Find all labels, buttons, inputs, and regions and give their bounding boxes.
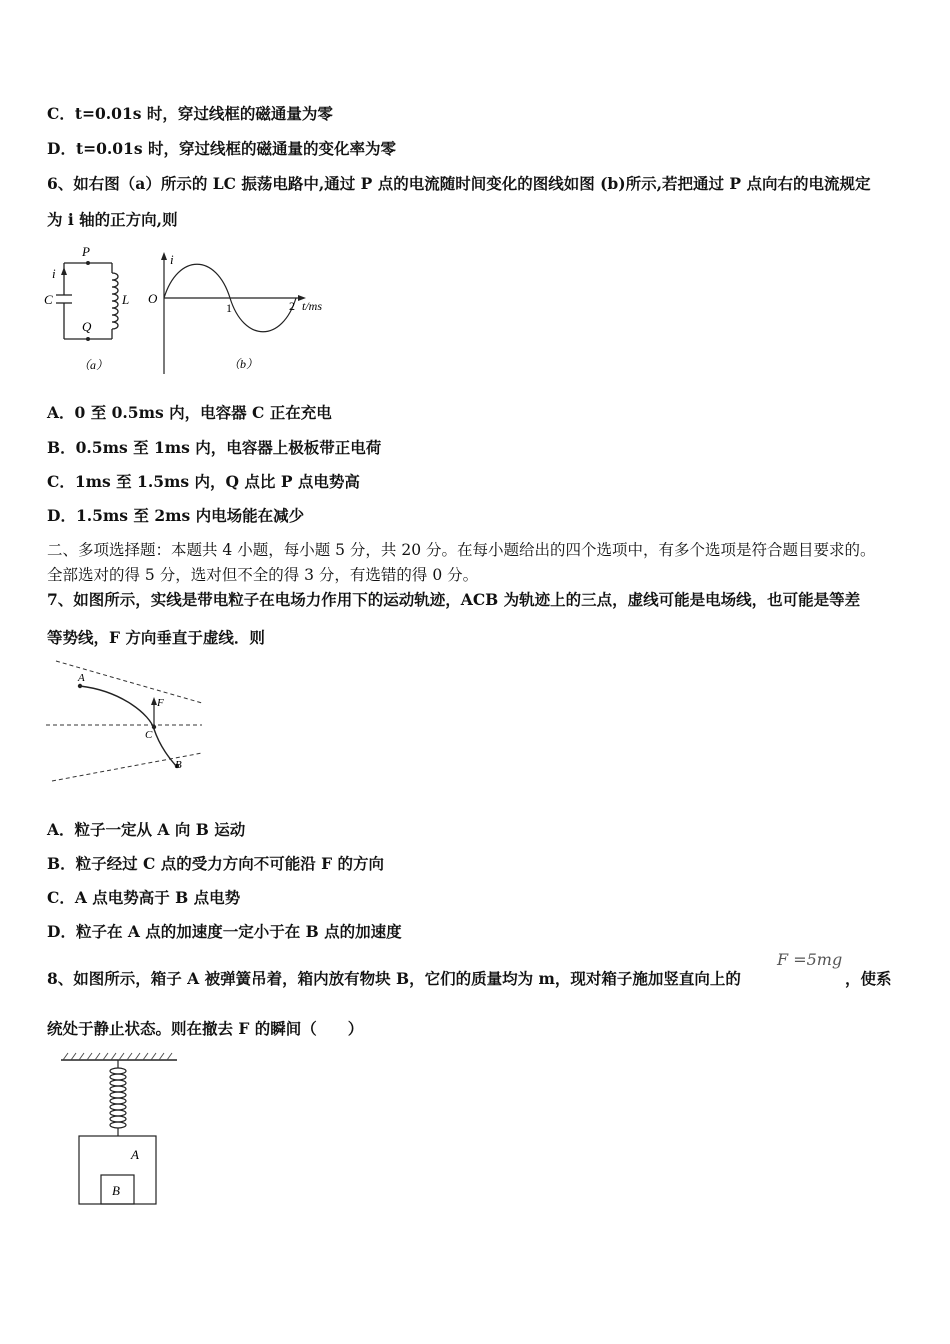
fig-a-label-p: P bbox=[82, 244, 90, 259]
section2-line2: 全部选对的得 5 分，选对但不全的得 3 分，有选错的得 0 分。 bbox=[47, 566, 479, 584]
q7-figure-trajectory bbox=[42, 655, 212, 785]
q7-stem-line2: 等势线，F 方向垂直于虚线．则 bbox=[47, 628, 265, 647]
q6-option-d: D．1.5ms 至 2ms 内电场能在减少 bbox=[47, 506, 305, 525]
q8-figure-spring-box bbox=[55, 1048, 185, 1213]
q5-option-c: C．t=0.01s 时，穿过线框的磁通量为零 bbox=[47, 104, 333, 123]
q8-stem-part1: 8、如图所示，箱子 A 被弹簧吊着，箱内放有物块 B，它们的质量均为 m，现对箱子施加竖直向上的 bbox=[47, 969, 741, 988]
q7-fig-label-a: A bbox=[78, 672, 85, 684]
q7-option-c: C．A 点电势高于 B 点电势 bbox=[47, 888, 241, 907]
q7-fig-label-c: C bbox=[145, 729, 153, 741]
fig-b-tick-1: 1 bbox=[226, 301, 232, 315]
fig-a-label-i: i bbox=[52, 266, 56, 281]
fig-b-tick-2: 2 bbox=[289, 299, 295, 313]
fig-a-label-q: Q bbox=[82, 319, 92, 334]
fig-a-caption: （a） bbox=[78, 358, 109, 372]
q8-fig-label-a: A bbox=[131, 1147, 139, 1162]
q5-option-d: D．t=0.01s 时，穿过线框的磁通量的变化率为零 bbox=[47, 139, 396, 158]
q6-stem-line1: 6、如右图（a）所示的 LC 振荡电路中,通过 P 点的电流随时间变化的图线如图 (b)所示,若把通过 P 点向右的电流规定 bbox=[47, 174, 871, 193]
fig-b-axis-i: i bbox=[170, 252, 174, 267]
fig-b-origin: O bbox=[148, 291, 158, 306]
section2-line1: 二、多项选择题：本题共 4 小题，每小题 5 分，共 20 分。在每小题给出的四个选项中，有多个选项是符合题目要求的。 bbox=[47, 541, 876, 559]
q6-stem-line2: 为 i 轴的正方向,则 bbox=[47, 210, 178, 229]
q6-figure-a-lc-circuit bbox=[42, 243, 142, 383]
q7-option-b: B．粒子经过 C 点的受力方向不可能沿 F 的方向 bbox=[47, 854, 385, 873]
q6-figure-b-current-graph bbox=[142, 248, 337, 384]
q7-fig-label-f: F bbox=[157, 697, 164, 709]
q7-option-d: D．粒子在 A 点的加速度一定小于在 B 点的加速度 bbox=[47, 922, 402, 941]
q7-fig-label-b: B bbox=[175, 759, 182, 771]
q8-stem-line2: 统处于静止状态。则在撤去 F 的瞬间（ ） bbox=[47, 1019, 364, 1038]
q6-option-c: C．1ms 至 1.5ms 内，Q 点比 P 点电势高 bbox=[47, 472, 360, 491]
q7-option-a: A．粒子一定从 A 向 B 运动 bbox=[47, 820, 246, 839]
fig-b-axis-t: t/ms bbox=[302, 299, 323, 313]
fig-a-label-l: L bbox=[122, 292, 130, 307]
q7-stem-line1: 7、如图所示，实线是带电粒子在电场力作用下的运动轨迹，ACB 为轨迹上的三点，虚线可能是电场线，也可能是等差 bbox=[47, 590, 861, 609]
q6-option-a: A．0 至 0.5ms 内，电容器 C 正在充电 bbox=[47, 403, 332, 422]
fig-a-label-c: C bbox=[44, 292, 53, 307]
q8-formula: F =5mg bbox=[777, 950, 843, 969]
q8-stem-part2: ，使系 bbox=[845, 969, 892, 988]
q6-option-b: B．0.5ms 至 1ms 内，电容器上极板带正电荷 bbox=[47, 438, 382, 457]
q8-fig-label-b: B bbox=[112, 1183, 120, 1198]
fig-b-caption: （b） bbox=[228, 357, 259, 371]
